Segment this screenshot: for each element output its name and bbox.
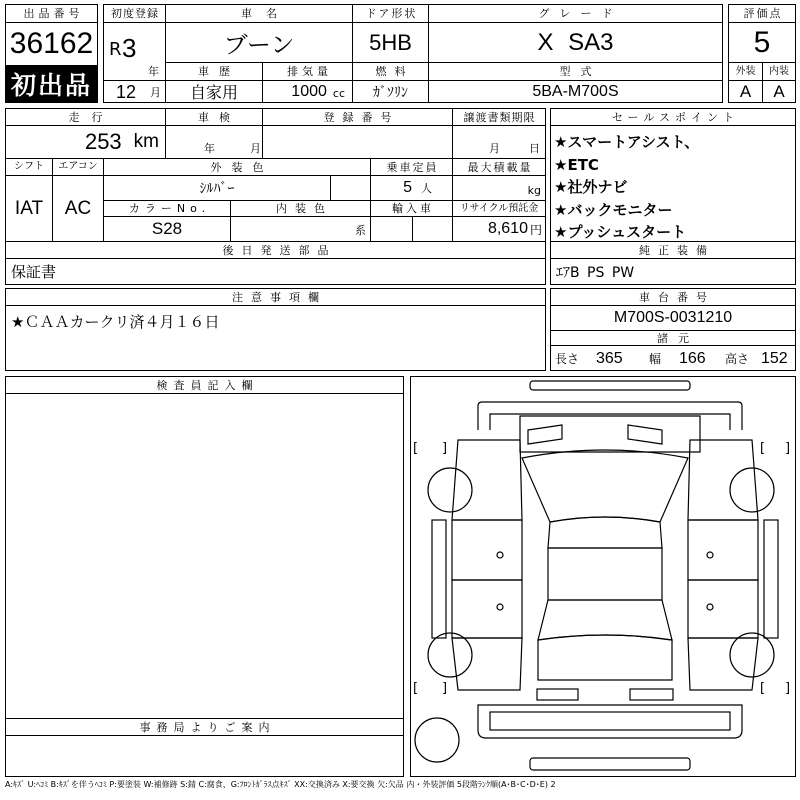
first-registration-label: 初度登録 (103, 4, 166, 23)
displacement-label: 排気量 (262, 62, 353, 81)
vehicle-diagram-svg (410, 376, 796, 777)
mirror-bracket-close: ] (785, 681, 791, 696)
aircon-label: エアコン (52, 158, 104, 176)
width-label: 幅 (649, 352, 662, 366)
side-sill-left (432, 520, 446, 638)
later-parts-label: 後日発送部品 (5, 241, 546, 259)
mileage-number: 253 (84, 129, 122, 154)
inspection-month-unit: 月 (250, 142, 261, 155)
first-listing-badge: 初出品 (5, 65, 98, 103)
mirror-bracket-open: [ (760, 441, 766, 456)
later-parts-value: 保証書 (5, 258, 546, 285)
rear-bottom-bar (530, 758, 690, 770)
mirror-bracket-open: [ (413, 441, 419, 456)
sales-point-item: ★社外ナビ (554, 178, 628, 196)
wheel-rear-right (730, 633, 774, 677)
exterior-color-label: 外装色 (103, 158, 371, 176)
rear-bumper-outer (478, 705, 742, 738)
mirror-bracket-open: [ (760, 681, 766, 696)
recycle-unit: 円 (529, 222, 542, 237)
mirror-bracket-close: ] (442, 681, 448, 696)
office-notice-area (5, 735, 404, 777)
rear-bumper-inner (490, 712, 730, 730)
capacity-label: 乗車定員 (370, 158, 453, 176)
rear-hatch (538, 635, 672, 680)
door-handle-rear-right (707, 604, 713, 610)
grille (520, 416, 700, 452)
inspection-year-unit: 年 (204, 142, 215, 155)
hood (522, 450, 688, 522)
roof (548, 548, 662, 600)
recycle-amount: 8,610 (487, 220, 528, 237)
model-value: 5BA-M700S (428, 80, 723, 103)
headlight-right (628, 425, 662, 444)
damage-code-legend: A:ｷｽﾞ U:ﾍｺﾐ B:ｷｽﾞを伴うﾍｺﾐ P:要塗装 W:補修跡 S:錆 C:腐食、G:ﾌﾛﾝﾄｶﾞﾗｽ点ｷｽﾞ XX:交換済み X:要交換 欠:欠品 内・外装評価 5段階ﾗﾝｸ順(A･B･C･D･E) 2 (5, 780, 556, 789)
sales-points-list (550, 125, 796, 242)
max-load-label: 最大積載量 (452, 158, 546, 176)
registration-number-value (262, 125, 453, 159)
rear-fender-left (452, 638, 522, 690)
equipment-label: 純正装備 (550, 241, 796, 259)
exterior-grade: A (728, 80, 763, 103)
interior-color-label: 内装色 (230, 200, 371, 217)
history-value: 自家用 (165, 80, 263, 103)
model-label: 型式 (428, 62, 723, 81)
mileage-label: 走行 (5, 108, 166, 126)
max-load-value (452, 175, 546, 201)
sales-point-item: ★プッシュスタート (554, 223, 687, 241)
inspection-label: 車検 (165, 108, 263, 126)
registration-year: 3 (122, 33, 137, 63)
door-handle-rear-left (497, 604, 503, 610)
registration-month: 12 (116, 82, 137, 102)
first-registration-month (103, 80, 166, 103)
sales-points-label: セールスポイント (550, 108, 796, 126)
imported-value-left (370, 216, 413, 242)
recycle-label: リサイクル預託金 (452, 200, 546, 217)
front-top-bar (530, 381, 690, 390)
door-type-label: ドア形状 (352, 4, 429, 23)
transfer-month-unit: 月 (489, 142, 500, 155)
door-handle-front-left (497, 552, 503, 558)
displacement-value (262, 80, 353, 103)
rear-door-right (688, 580, 758, 638)
specs-value (550, 345, 796, 371)
shift-value: IAT (5, 175, 53, 242)
first-registration-year (103, 22, 166, 81)
score-label: 評価点 (728, 4, 796, 23)
chassis-number-value: M700S-0031210 (550, 305, 796, 331)
sales-point-item: ★バックモニター (554, 200, 673, 219)
interior-label: 内装 (762, 62, 796, 81)
aircon-value: AC (52, 175, 104, 242)
capacity-number: 5 (403, 179, 412, 196)
displacement-number: 1000 (291, 82, 327, 100)
history-label: 車歴 (165, 62, 263, 81)
score-value: 5 (728, 22, 796, 63)
mirror-bracket-close: ] (785, 441, 791, 456)
wheel-rear-left (428, 633, 472, 677)
tail-light-left (537, 689, 578, 700)
color-number-value: S28 (103, 216, 231, 242)
fuel-label: 燃料 (352, 62, 429, 81)
shift-label: シフト (5, 158, 53, 176)
wheel-front-right (730, 468, 774, 512)
interior-grade: A (762, 80, 796, 103)
front-door-left (452, 520, 522, 580)
exterior-color-extra (330, 175, 371, 201)
imported-label: 輸入車 (370, 200, 453, 217)
length-label: 長さ (555, 352, 580, 366)
mileage-unit: km (133, 131, 159, 152)
transfer-deadline-label: 譲渡書類期限 (452, 108, 546, 126)
height-label: 高さ (725, 352, 750, 366)
tail-light-right (630, 689, 673, 700)
imported-value-right (412, 216, 453, 242)
fuel-value: ｶﾞｿﾘﾝ (352, 80, 429, 103)
front-door-right (688, 520, 758, 580)
era-letter: R (109, 39, 122, 60)
wheel-front-left (428, 468, 472, 512)
exterior-label: 外装 (728, 62, 763, 81)
rear-fender-right (688, 638, 758, 690)
inspector-notes-label: 検査員記入欄 (5, 376, 404, 394)
grade-label: グレード (428, 4, 723, 23)
spare-wheel (415, 718, 459, 762)
displacement-unit: cc (332, 87, 345, 100)
chassis-number-label: 車台番号 (550, 288, 796, 306)
notes-value: ★ＣＡＡカークリ済４月１６日 (5, 305, 546, 371)
mirror-bracket-open: [ (413, 681, 419, 696)
inspection-value (165, 125, 263, 159)
interior-color-suffix: 系 (355, 224, 366, 237)
capacity-unit: 人 (421, 182, 432, 195)
mirror-bracket-close: ] (442, 441, 448, 456)
length-value: 365 (596, 350, 623, 367)
office-notice-label: 事務局よりご案内 (5, 718, 404, 736)
max-load-unit: kg (527, 184, 541, 197)
height-value: 152 (761, 350, 788, 367)
registration-number-label: 登録番号 (262, 108, 453, 126)
transfer-deadline-value (452, 125, 546, 159)
door-handle-front-right (707, 552, 713, 558)
capacity-value (370, 175, 453, 201)
door-type-value: 5HB (352, 22, 429, 63)
listing-number-label: 出品番号 (5, 4, 98, 23)
sales-point-item: ★スマートアシスト、 (554, 133, 700, 151)
specs-label: 諸元 (550, 330, 796, 346)
year-unit: 年 (148, 65, 159, 78)
sales-point-item: ★ETC (554, 155, 599, 174)
car-name-value: ブーン (165, 22, 353, 63)
grade-value: X SA3 (428, 22, 723, 63)
interior-color-value (230, 216, 371, 242)
side-sill-right (764, 520, 778, 638)
headlight-left (528, 425, 562, 444)
width-value: 166 (679, 350, 706, 367)
listing-number: 36162 (5, 22, 98, 66)
color-number-label: カラーNo. (103, 200, 231, 217)
windshield (548, 517, 662, 548)
recycle-value (452, 216, 546, 242)
exterior-color-value: ｼﾙﾊﾞｰ (103, 175, 331, 201)
mileage-value (5, 125, 166, 159)
inspector-notes-area (5, 393, 404, 719)
transfer-day-unit: 日 (529, 142, 540, 155)
vehicle-diagram (410, 376, 796, 777)
equipment-value: ｴｱB PS PW (550, 258, 796, 285)
rear-door-left (452, 580, 522, 638)
rear-window (538, 600, 672, 640)
month-unit: 月 (150, 86, 161, 99)
notes-label: 注意事項欄 (5, 288, 546, 306)
car-name-label: 車名 (165, 4, 353, 23)
